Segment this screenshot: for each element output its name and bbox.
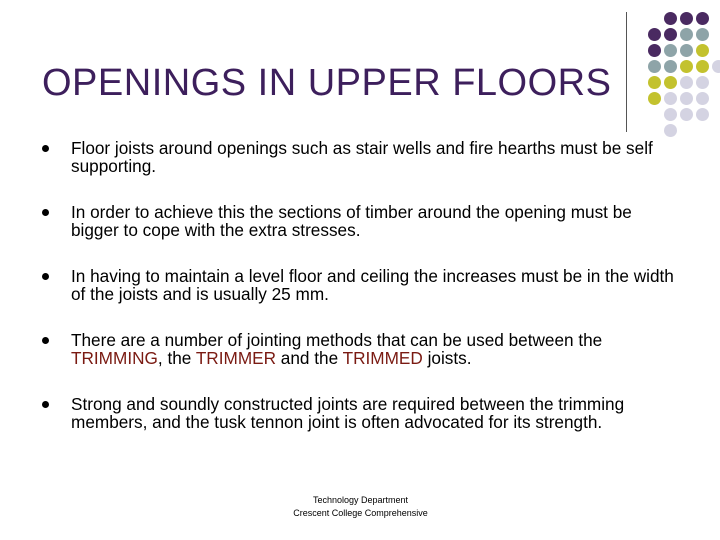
decorative-dot	[680, 76, 693, 89]
bullet-text: Strong and soundly constructed joints are required between the trimming members, and the tusk tennon joint is often advocated for its strength.	[71, 394, 625, 432]
bullet-text: There are a number of jointing methods that can be used between the	[71, 330, 603, 350]
decorative-dot	[696, 76, 709, 89]
decorative-dot	[664, 76, 677, 89]
decorative-dot	[696, 108, 709, 121]
bullet-text: , the	[157, 348, 196, 368]
decorative-dot	[664, 12, 677, 25]
bullet-item	[40, 267, 680, 303]
decorative-dot	[680, 28, 693, 41]
bullet-item	[40, 395, 680, 431]
decorative-dot	[664, 108, 677, 121]
bullet-dot-icon	[42, 209, 49, 216]
bullet-text: joists.	[422, 348, 472, 368]
bullet-dot-icon	[42, 273, 49, 280]
bullet-text: Floor joists around openings such as stair wells and fire hearths must be self supporting.	[71, 138, 653, 176]
decorative-dot	[680, 60, 693, 73]
decorative-dot	[680, 12, 693, 25]
decorative-dot	[664, 124, 677, 137]
decorative-dot	[712, 60, 720, 73]
decorative-dot	[648, 92, 661, 105]
decorative-dot	[648, 28, 661, 41]
bullet-list	[40, 139, 680, 431]
footer	[0, 494, 720, 520]
bullet-item	[40, 203, 680, 239]
decorative-dot	[696, 60, 709, 73]
bullet-dot-icon	[42, 145, 49, 152]
bullet-item	[40, 139, 680, 175]
bullet-dot-icon	[42, 401, 49, 408]
decorative-dot	[648, 44, 661, 57]
decorative-dot	[664, 60, 677, 73]
bullet-text: In order to achieve this the sections of timber around the opening must be bigger to cope with the extra stresses.	[71, 202, 632, 240]
decorative-dot	[664, 28, 677, 41]
decorative-dot-grid	[0, 0, 720, 140]
footer-school: Crescent College Comprehensive	[293, 508, 428, 518]
decorative-dot	[680, 108, 693, 121]
decorative-dot	[680, 44, 693, 57]
decorative-dot	[648, 60, 661, 73]
bullet-dot-icon	[42, 337, 49, 344]
decorative-dot	[696, 44, 709, 57]
bullet-text: In having to maintain a level floor and ceiling the increases must be in the width of the joists and is usually 25 mm.	[71, 266, 674, 304]
bullet-text: and the	[276, 348, 343, 368]
highlighted-term: TRIMMED	[342, 348, 423, 368]
decorative-dot	[664, 92, 677, 105]
footer-department: Technology Department	[312, 495, 409, 505]
decorative-dot	[696, 92, 709, 105]
decorative-dot	[648, 76, 661, 89]
decorative-dot	[664, 44, 677, 57]
bullet-item	[40, 331, 680, 367]
decorative-dot	[696, 28, 709, 41]
decorative-dot	[680, 92, 693, 105]
decorative-dot	[696, 12, 709, 25]
highlighted-term: TRIMMER	[195, 348, 277, 368]
highlighted-term: TRIMMING	[71, 348, 158, 368]
slide-title: OPENINGS IN UPPER FLOORS	[42, 62, 612, 104]
